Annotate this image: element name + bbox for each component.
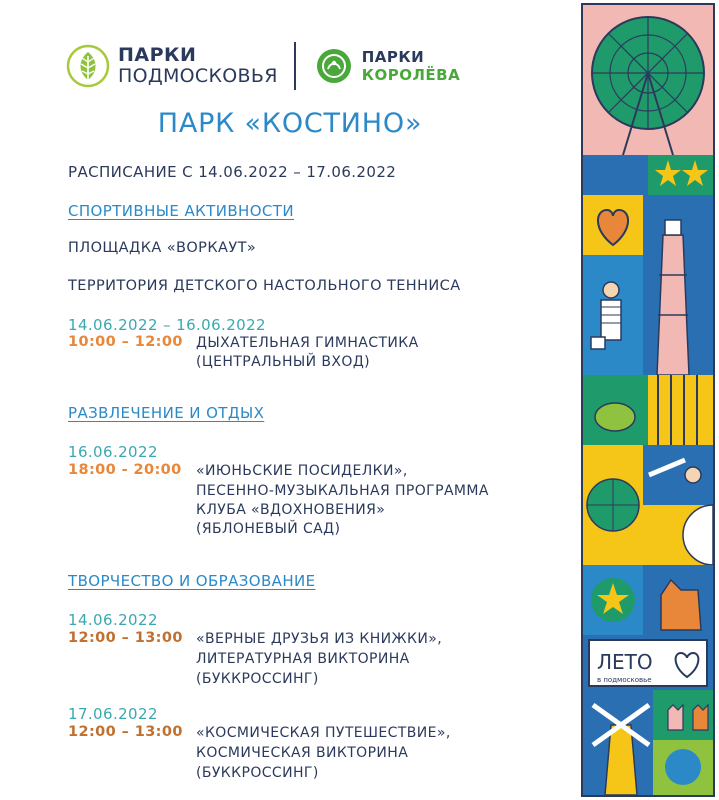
- creative-event2-time: 12:00 – 13:00: [68, 724, 183, 740]
- leisure-event-time: 18:00 - 20:00: [68, 462, 182, 478]
- section-sport-heading: СПОРТИВНЫЕ АКТИВНОСТИ: [68, 202, 294, 220]
- creative-event2-desc-2: КОСМИЧЕСКАЯ ВИКТОРИНА: [196, 745, 409, 761]
- creative-event1-time: 12:00 – 13:00: [68, 630, 183, 646]
- leisure-event-desc-3: КЛУБА «ВДОХНОВЕНИЯ»: [196, 502, 386, 518]
- logo-divider: [294, 42, 296, 90]
- logo-left-line2: ПОДМОСКОВЬЯ: [118, 65, 278, 87]
- lighthouse-icon: [657, 235, 689, 375]
- person-icon: [603, 282, 619, 298]
- creative-event2-desc-1: «КОСМИЧЕСКАЯ ПУТЕШЕСТВИЕ»,: [196, 725, 451, 741]
- section-creative-heading: ТВОРЧЕСТВО И ОБРАЗОВАНИЕ: [68, 572, 316, 590]
- leisure-event-desc-2: ПЕСЕННО-МУЗЫКАЛЬНАЯ ПРОГРАММА: [196, 483, 489, 499]
- badge-title: ЛЕТО: [597, 650, 653, 674]
- sport-event-date: 14.06.2022 – 16.06.2022: [68, 316, 267, 334]
- badge-subtitle: в подмосковье: [597, 676, 652, 684]
- leisure-event-desc-1: «ИЮНЬСКИЕ ПОСИДЕЛКИ»,: [196, 463, 408, 479]
- sport-item-tennis: ТЕРРИТОРИЯ ДЕТСКОГО НАСТОЛЬНОГО ТЕННИСА: [68, 278, 461, 294]
- sport-event-desc-2: (ЦЕНТРАЛЬНЫЙ ВХОД): [196, 354, 371, 370]
- schedule-range: РАСПИСАНИЕ С 14.06.2022 – 17.06.2022: [68, 163, 397, 181]
- creative-event1-desc-3: (БУККРОССИНГ): [196, 671, 319, 687]
- logo-right-line2: КОРОЛЁВА: [361, 65, 461, 84]
- section-leisure-heading: РАЗВЛЕЧЕНИЕ И ОТДЫХ: [68, 404, 265, 422]
- creative-event2-date: 17.06.2022: [68, 705, 158, 723]
- decorative-strip: [581, 3, 715, 797]
- sport-event-desc-1: ДЫХАТЕЛЬНАЯ ГИМНАСТИКА: [196, 335, 419, 351]
- logo-left-line1: ПАРКИ: [118, 44, 197, 66]
- parks-podmoskovya-logo: [66, 44, 278, 88]
- logo-right-line1: ПАРКИ: [361, 47, 425, 66]
- creative-event2-desc-3: (БУККРОССИНГ): [196, 765, 319, 781]
- leaf-icon: [66, 44, 110, 88]
- creative-event1-desc-2: ЛИТЕРАТУРНАЯ ВИКТОРИНА: [196, 651, 410, 667]
- leisure-event-desc-4: (ЯБЛОНЕВЫЙ САД): [196, 521, 341, 537]
- creative-event1-desc-1: «ВЕРНЫЕ ДРУЗЬЯ ИЗ КНИЖКИ»,: [196, 631, 443, 647]
- page-title: ПАРК «КОСТИНО»: [157, 108, 423, 139]
- header-logos: [66, 36, 460, 96]
- summer-illustration: [583, 5, 713, 795]
- frog-icon: [595, 403, 635, 431]
- leisure-event-date: 16.06.2022: [68, 443, 158, 461]
- park-emblem-icon: [316, 48, 352, 84]
- tulip-icon: [693, 705, 708, 730]
- parks-koroleva-logo: [316, 48, 461, 84]
- sport-item-workout: ПЛОЩАДКА «ВОРКАУТ»: [68, 240, 257, 256]
- sport-event-time: 10:00 – 12:00: [68, 334, 183, 350]
- tulip-icon: [668, 705, 683, 730]
- creative-event1-date: 14.06.2022: [68, 611, 158, 629]
